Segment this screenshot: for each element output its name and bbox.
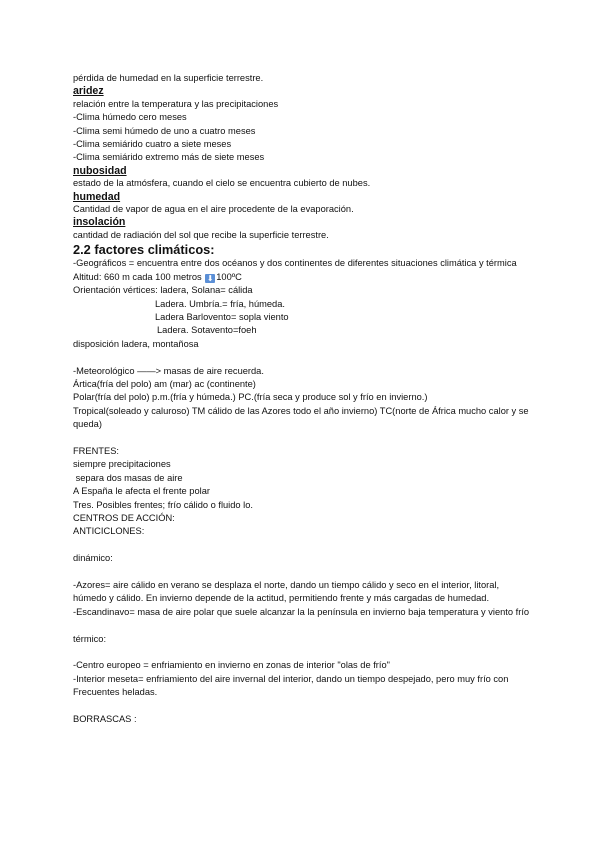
- blank-line: [73, 619, 533, 632]
- text-line: A España le afecta el frente polar: [73, 486, 210, 497]
- heading-termico: térmico:: [73, 633, 107, 644]
- text-line: -Meteorológico ——> masas de aire recuerda.: [73, 365, 264, 376]
- text-paragraph: -Escandinavo= masa de aire polar que suele alcanzar la la península en invierno baja temperatura y viento frío: [73, 606, 530, 617]
- blank-line: [73, 566, 533, 579]
- heading-borrascas: BORRASCAS :: [73, 713, 137, 724]
- text-line: -Clima húmedo cero meses: [73, 112, 187, 123]
- blank-line: [73, 646, 533, 659]
- section-title-factores: 2.2 factores climáticos:: [73, 242, 215, 258]
- text-paragraph: -Interior meseta= enfriamiento del aire invernal del interior, dando un tiempo despejado, pero muy frío con Frecuentes heladas.: [73, 673, 509, 698]
- blank-line: [73, 432, 533, 445]
- altitud-line: [73, 271, 533, 284]
- text-line: Ladera. Sotavento=foeh: [157, 325, 257, 336]
- text-paragraph: -Geográficos = encuentra entre dos océanos y dos continentes de diferentes situaciones climática y térmica: [73, 258, 517, 269]
- text-line: estado de la atmósfera, cuando el cielo se encuentra cubierto de nubes.: [73, 178, 371, 189]
- text-line: Ladera. Umbría.= fría, húmeda.: [155, 298, 285, 309]
- heading-centros: CENTROS DE ACCIÓN:: [73, 512, 175, 523]
- altitud-text: Altitud: 660 m cada 100 metros: [73, 271, 205, 282]
- heading-insolacion: insolación: [73, 216, 126, 229]
- text-line: Ladera Barlovento= sopla viento: [155, 311, 289, 322]
- text-line: Ártica(fría del polo) am (mar) ac (continente): [73, 378, 256, 389]
- document-body: [73, 72, 533, 726]
- heading-aridez: aridez: [73, 85, 104, 98]
- text-line: pérdida de humedad en la superficie terrestre.: [73, 73, 264, 83]
- text-paragraph: Tropical(soleado y caluroso) TM cálido de las Azores todo el año invierno) TC(norte de África mucho calor y se queda): [73, 405, 529, 430]
- text-line: -Clima semi húmedo de uno a cuatro meses: [73, 125, 256, 136]
- heading-frentes: FRENTES:: [73, 445, 119, 456]
- blank-line: [73, 700, 533, 713]
- blank-line: [73, 539, 533, 552]
- text-line: -Clima semiárido extremo más de siete meses: [73, 152, 265, 163]
- blank-line: [73, 351, 533, 364]
- text-paragraph: -Azores= aire cálido en verano se desplaza el norte, dando un tiempo cálido y seco en el interior, litoral, húmedo y cálido. En invierno depende de la actitud, permitiendo frente y más cargadas de humedad.: [73, 579, 500, 604]
- text-line: relación entre la temperatura y las precipitaciones: [73, 98, 279, 109]
- text-line: Orientación vértices: ladera, Solana= cálida: [73, 285, 253, 296]
- text-line: cantidad de radiación del sol que recibe la superficie terrestre.: [73, 229, 329, 240]
- heading-nubosidad: nubosidad: [73, 164, 127, 177]
- text-line: -Clima semiárido cuatro a siete meses: [73, 139, 232, 150]
- text-line: siempre precipitaciones: [73, 459, 171, 470]
- text-line: Tres. Posibles frentes; frío cálido o fluido lo.: [73, 499, 253, 510]
- text-line: disposición ladera, montañosa: [73, 338, 199, 349]
- text-line: Polar(fría del polo) p.m.(fría y húmeda.) PC.(fría seca y produce sol y frío en invierno.): [73, 392, 428, 403]
- text-line: -Centro europeo = enfriamiento en invierno en zonas de interior "olas de frío": [73, 660, 390, 671]
- altitud-value: 100ºC: [216, 271, 242, 282]
- text-line: separa dos masas de aire: [73, 472, 183, 483]
- heading-anticiclones: ANTICICLONES:: [73, 526, 145, 537]
- heading-humedad: humedad: [73, 190, 121, 203]
- down-arrow-icon: ⬇: [206, 273, 214, 283]
- text-line: Cantidad de vapor de agua en el aire procedente de la evaporación.: [73, 204, 354, 215]
- heading-dinamico: dinámico:: [73, 553, 113, 564]
